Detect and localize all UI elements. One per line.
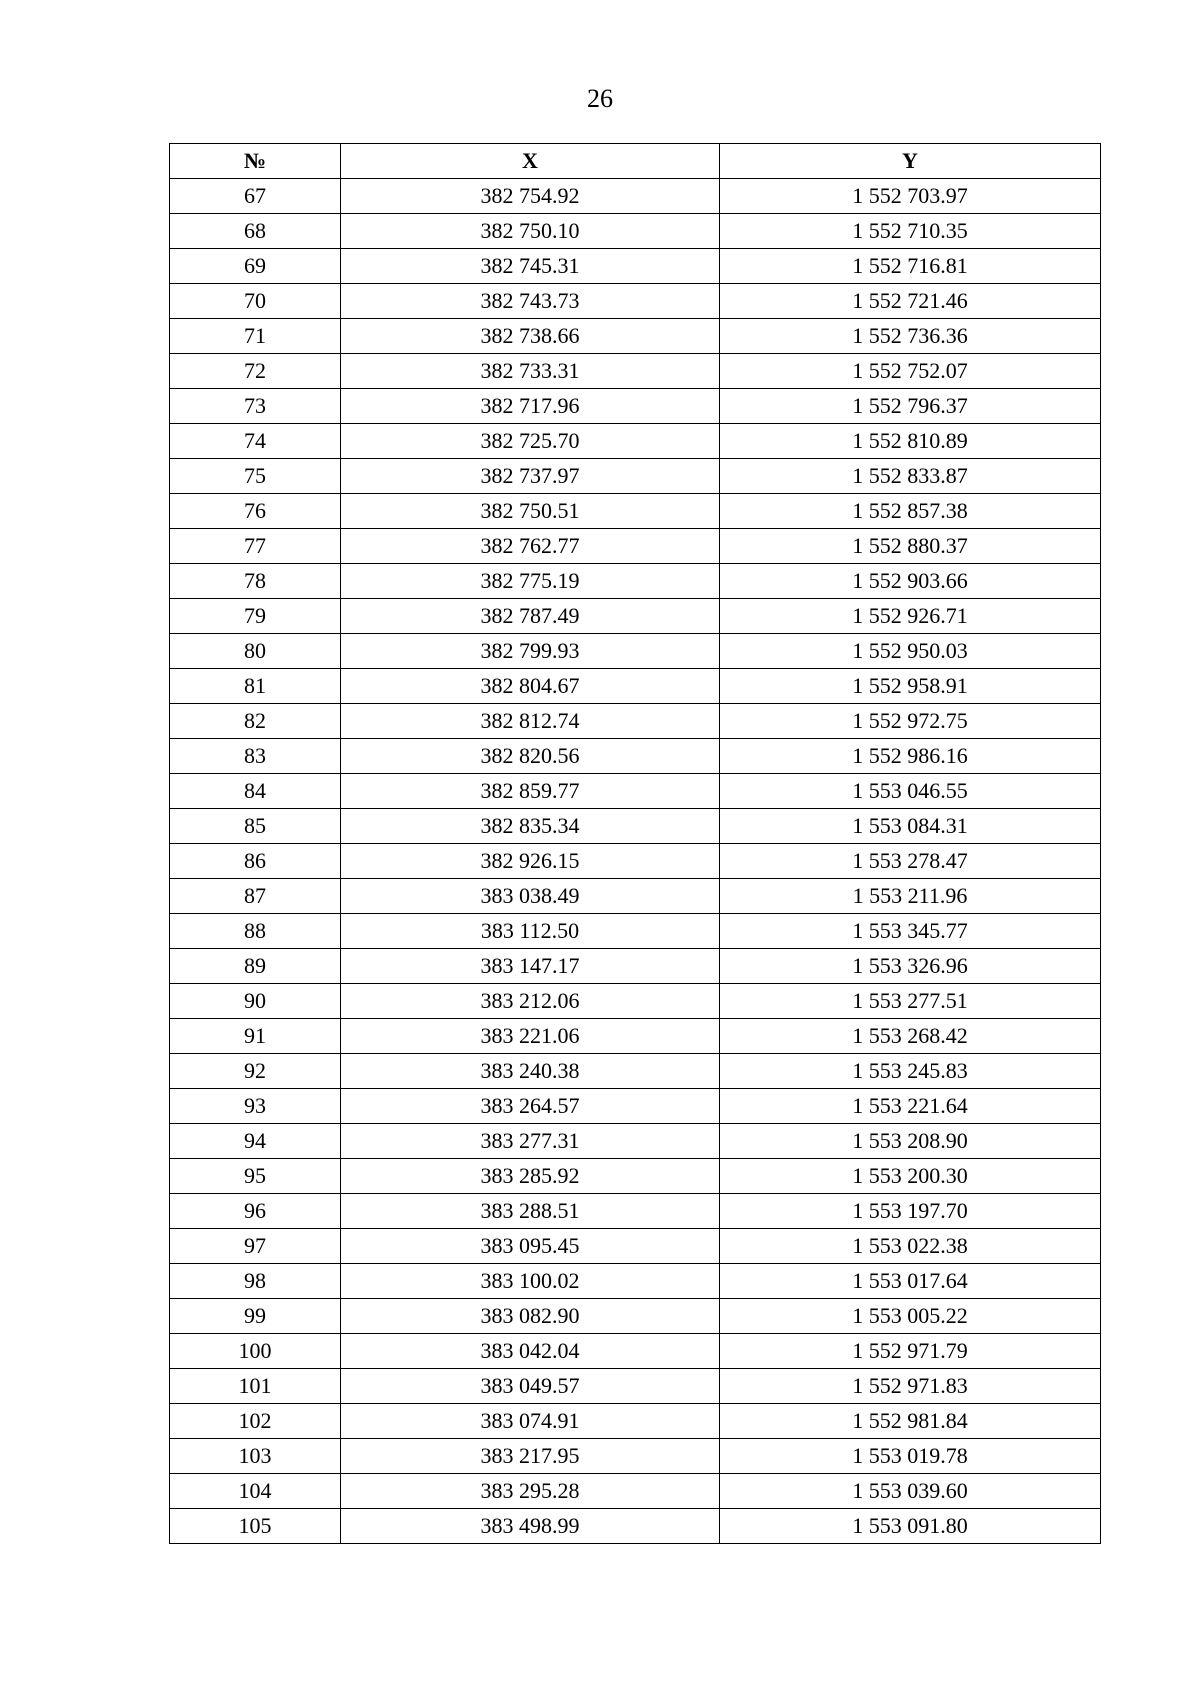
table-row bbox=[170, 354, 1101, 389]
cell-number: 94 bbox=[170, 1124, 341, 1159]
cell-y: 1 552 716.81 bbox=[720, 249, 1101, 284]
cell-y: 1 552 710.35 bbox=[720, 214, 1101, 249]
cell-x: 382 859.77 bbox=[341, 774, 720, 809]
cell-number: 101 bbox=[170, 1369, 341, 1404]
cell-y: 1 553 208.90 bbox=[720, 1124, 1101, 1159]
cell-x: 383 112.50 bbox=[341, 914, 720, 949]
cell-number: 72 bbox=[170, 354, 341, 389]
table-row bbox=[170, 1264, 1101, 1299]
cell-x: 382 745.31 bbox=[341, 249, 720, 284]
cell-number: 105 bbox=[170, 1509, 341, 1544]
header-x: X bbox=[341, 144, 720, 179]
table-row bbox=[170, 1054, 1101, 1089]
cell-y: 1 552 736.36 bbox=[720, 319, 1101, 354]
cell-x: 382 762.77 bbox=[341, 529, 720, 564]
table-row bbox=[170, 1229, 1101, 1264]
cell-number: 96 bbox=[170, 1194, 341, 1229]
cell-y: 1 552 721.46 bbox=[720, 284, 1101, 319]
cell-number: 85 bbox=[170, 809, 341, 844]
cell-y: 1 553 345.77 bbox=[720, 914, 1101, 949]
cell-y: 1 553 200.30 bbox=[720, 1159, 1101, 1194]
cell-number: 73 bbox=[170, 389, 341, 424]
cell-y: 1 553 017.64 bbox=[720, 1264, 1101, 1299]
cell-y: 1 552 986.16 bbox=[720, 739, 1101, 774]
cell-y: 1 553 019.78 bbox=[720, 1439, 1101, 1474]
header-number: № bbox=[170, 144, 341, 179]
cell-number: 71 bbox=[170, 319, 341, 354]
table-row bbox=[170, 249, 1101, 284]
cell-number: 92 bbox=[170, 1054, 341, 1089]
cell-y: 1 553 046.55 bbox=[720, 774, 1101, 809]
table-row bbox=[170, 669, 1101, 704]
cell-y: 1 553 091.80 bbox=[720, 1509, 1101, 1544]
cell-number: 74 bbox=[170, 424, 341, 459]
cell-y: 1 553 211.96 bbox=[720, 879, 1101, 914]
cell-x: 383 049.57 bbox=[341, 1369, 720, 1404]
cell-x: 382 743.73 bbox=[341, 284, 720, 319]
cell-y: 1 553 326.96 bbox=[720, 949, 1101, 984]
cell-x: 382 725.70 bbox=[341, 424, 720, 459]
table-row bbox=[170, 739, 1101, 774]
cell-x: 383 295.28 bbox=[341, 1474, 720, 1509]
cell-number: 77 bbox=[170, 529, 341, 564]
cell-number: 103 bbox=[170, 1439, 341, 1474]
cell-number: 97 bbox=[170, 1229, 341, 1264]
cell-y: 1 552 972.75 bbox=[720, 704, 1101, 739]
cell-y: 1 553 084.31 bbox=[720, 809, 1101, 844]
table-row bbox=[170, 774, 1101, 809]
cell-x: 382 717.96 bbox=[341, 389, 720, 424]
table-row bbox=[170, 319, 1101, 354]
table-row bbox=[170, 1159, 1101, 1194]
table-row bbox=[170, 179, 1101, 214]
cell-number: 69 bbox=[170, 249, 341, 284]
cell-y: 1 553 268.42 bbox=[720, 1019, 1101, 1054]
cell-x: 382 750.10 bbox=[341, 214, 720, 249]
cell-y: 1 553 022.38 bbox=[720, 1229, 1101, 1264]
cell-x: 383 240.38 bbox=[341, 1054, 720, 1089]
cell-x: 383 212.06 bbox=[341, 984, 720, 1019]
cell-x: 382 738.66 bbox=[341, 319, 720, 354]
table-row bbox=[170, 704, 1101, 739]
cell-y: 1 552 926.71 bbox=[720, 599, 1101, 634]
table-row bbox=[170, 809, 1101, 844]
table-row bbox=[170, 1089, 1101, 1124]
cell-x: 383 100.02 bbox=[341, 1264, 720, 1299]
cell-x: 383 221.06 bbox=[341, 1019, 720, 1054]
cell-number: 90 bbox=[170, 984, 341, 1019]
cell-number: 86 bbox=[170, 844, 341, 879]
cell-number: 76 bbox=[170, 494, 341, 529]
table-row bbox=[170, 424, 1101, 459]
cell-number: 89 bbox=[170, 949, 341, 984]
cell-number: 88 bbox=[170, 914, 341, 949]
cell-y: 1 552 971.79 bbox=[720, 1334, 1101, 1369]
cell-x: 383 147.17 bbox=[341, 949, 720, 984]
cell-x: 383 042.04 bbox=[341, 1334, 720, 1369]
cell-x: 382 787.49 bbox=[341, 599, 720, 634]
cell-number: 91 bbox=[170, 1019, 341, 1054]
cell-number: 98 bbox=[170, 1264, 341, 1299]
cell-number: 81 bbox=[170, 669, 341, 704]
cell-x: 382 926.15 bbox=[341, 844, 720, 879]
cell-x: 383 038.49 bbox=[341, 879, 720, 914]
table-row bbox=[170, 494, 1101, 529]
cell-x: 382 820.56 bbox=[341, 739, 720, 774]
cell-x: 383 095.45 bbox=[341, 1229, 720, 1264]
cell-y: 1 552 752.07 bbox=[720, 354, 1101, 389]
cell-y: 1 552 703.97 bbox=[720, 179, 1101, 214]
cell-x: 383 217.95 bbox=[341, 1439, 720, 1474]
cell-x: 383 074.91 bbox=[341, 1404, 720, 1439]
cell-number: 95 bbox=[170, 1159, 341, 1194]
table-row bbox=[170, 879, 1101, 914]
cell-x: 383 082.90 bbox=[341, 1299, 720, 1334]
cell-y: 1 552 950.03 bbox=[720, 634, 1101, 669]
cell-number: 78 bbox=[170, 564, 341, 599]
cell-y: 1 552 796.37 bbox=[720, 389, 1101, 424]
cell-y: 1 553 278.47 bbox=[720, 844, 1101, 879]
table-row bbox=[170, 1509, 1101, 1544]
cell-number: 87 bbox=[170, 879, 341, 914]
table-row bbox=[170, 634, 1101, 669]
table-row bbox=[170, 564, 1101, 599]
cell-y: 1 553 277.51 bbox=[720, 984, 1101, 1019]
cell-y: 1 552 958.91 bbox=[720, 669, 1101, 704]
table-row bbox=[170, 599, 1101, 634]
page-number: 26 bbox=[587, 84, 613, 113]
cell-number: 79 bbox=[170, 599, 341, 634]
cell-x: 383 277.31 bbox=[341, 1124, 720, 1159]
table-row bbox=[170, 1334, 1101, 1369]
table-row bbox=[170, 459, 1101, 494]
table-row bbox=[170, 844, 1101, 879]
cell-number: 75 bbox=[170, 459, 341, 494]
table-row bbox=[170, 1404, 1101, 1439]
cell-y: 1 553 221.64 bbox=[720, 1089, 1101, 1124]
cell-x: 382 812.74 bbox=[341, 704, 720, 739]
table-row bbox=[170, 529, 1101, 564]
cell-x: 382 804.67 bbox=[341, 669, 720, 704]
cell-number: 100 bbox=[170, 1334, 341, 1369]
cell-number: 84 bbox=[170, 774, 341, 809]
table-row bbox=[170, 1369, 1101, 1404]
cell-x: 382 775.19 bbox=[341, 564, 720, 599]
cell-x: 383 285.92 bbox=[341, 1159, 720, 1194]
table-row bbox=[170, 1019, 1101, 1054]
cell-x: 382 835.34 bbox=[341, 809, 720, 844]
table-row bbox=[170, 1439, 1101, 1474]
cell-number: 80 bbox=[170, 634, 341, 669]
table-row bbox=[170, 284, 1101, 319]
table-row bbox=[170, 1474, 1101, 1509]
cell-y: 1 552 981.84 bbox=[720, 1404, 1101, 1439]
cell-number: 70 bbox=[170, 284, 341, 319]
table-header bbox=[170, 144, 1101, 179]
cell-x: 382 750.51 bbox=[341, 494, 720, 529]
cell-y: 1 553 039.60 bbox=[720, 1474, 1101, 1509]
cell-y: 1 552 810.89 bbox=[720, 424, 1101, 459]
cell-x: 383 288.51 bbox=[341, 1194, 720, 1229]
cell-y: 1 553 005.22 bbox=[720, 1299, 1101, 1334]
table-row bbox=[170, 1299, 1101, 1334]
table-row bbox=[170, 1194, 1101, 1229]
cell-number: 93 bbox=[170, 1089, 341, 1124]
cell-x: 382 799.93 bbox=[341, 634, 720, 669]
cell-y: 1 553 245.83 bbox=[720, 1054, 1101, 1089]
cell-number: 104 bbox=[170, 1474, 341, 1509]
cell-number: 83 bbox=[170, 739, 341, 774]
cell-number: 68 bbox=[170, 214, 341, 249]
cell-y: 1 552 833.87 bbox=[720, 459, 1101, 494]
table-row bbox=[170, 1124, 1101, 1159]
cell-number: 102 bbox=[170, 1404, 341, 1439]
cell-x: 383 498.99 bbox=[341, 1509, 720, 1544]
cell-x: 382 737.97 bbox=[341, 459, 720, 494]
cell-y: 1 552 971.83 bbox=[720, 1369, 1101, 1404]
header-row bbox=[170, 144, 1101, 179]
cell-x: 383 264.57 bbox=[341, 1089, 720, 1124]
table-row bbox=[170, 949, 1101, 984]
table-row bbox=[170, 914, 1101, 949]
cell-number: 99 bbox=[170, 1299, 341, 1334]
cell-number: 67 bbox=[170, 179, 341, 214]
table-row bbox=[170, 984, 1101, 1019]
cell-x: 382 733.31 bbox=[341, 354, 720, 389]
cell-y: 1 552 903.66 bbox=[720, 564, 1101, 599]
header-y: Y bbox=[720, 144, 1101, 179]
table-row bbox=[170, 214, 1101, 249]
coordinates-table bbox=[169, 143, 1101, 1544]
cell-y: 1 552 857.38 bbox=[720, 494, 1101, 529]
cell-y: 1 553 197.70 bbox=[720, 1194, 1101, 1229]
table-body bbox=[170, 179, 1101, 1544]
table-row bbox=[170, 389, 1101, 424]
cell-x: 382 754.92 bbox=[341, 179, 720, 214]
cell-number: 82 bbox=[170, 704, 341, 739]
cell-y: 1 552 880.37 bbox=[720, 529, 1101, 564]
